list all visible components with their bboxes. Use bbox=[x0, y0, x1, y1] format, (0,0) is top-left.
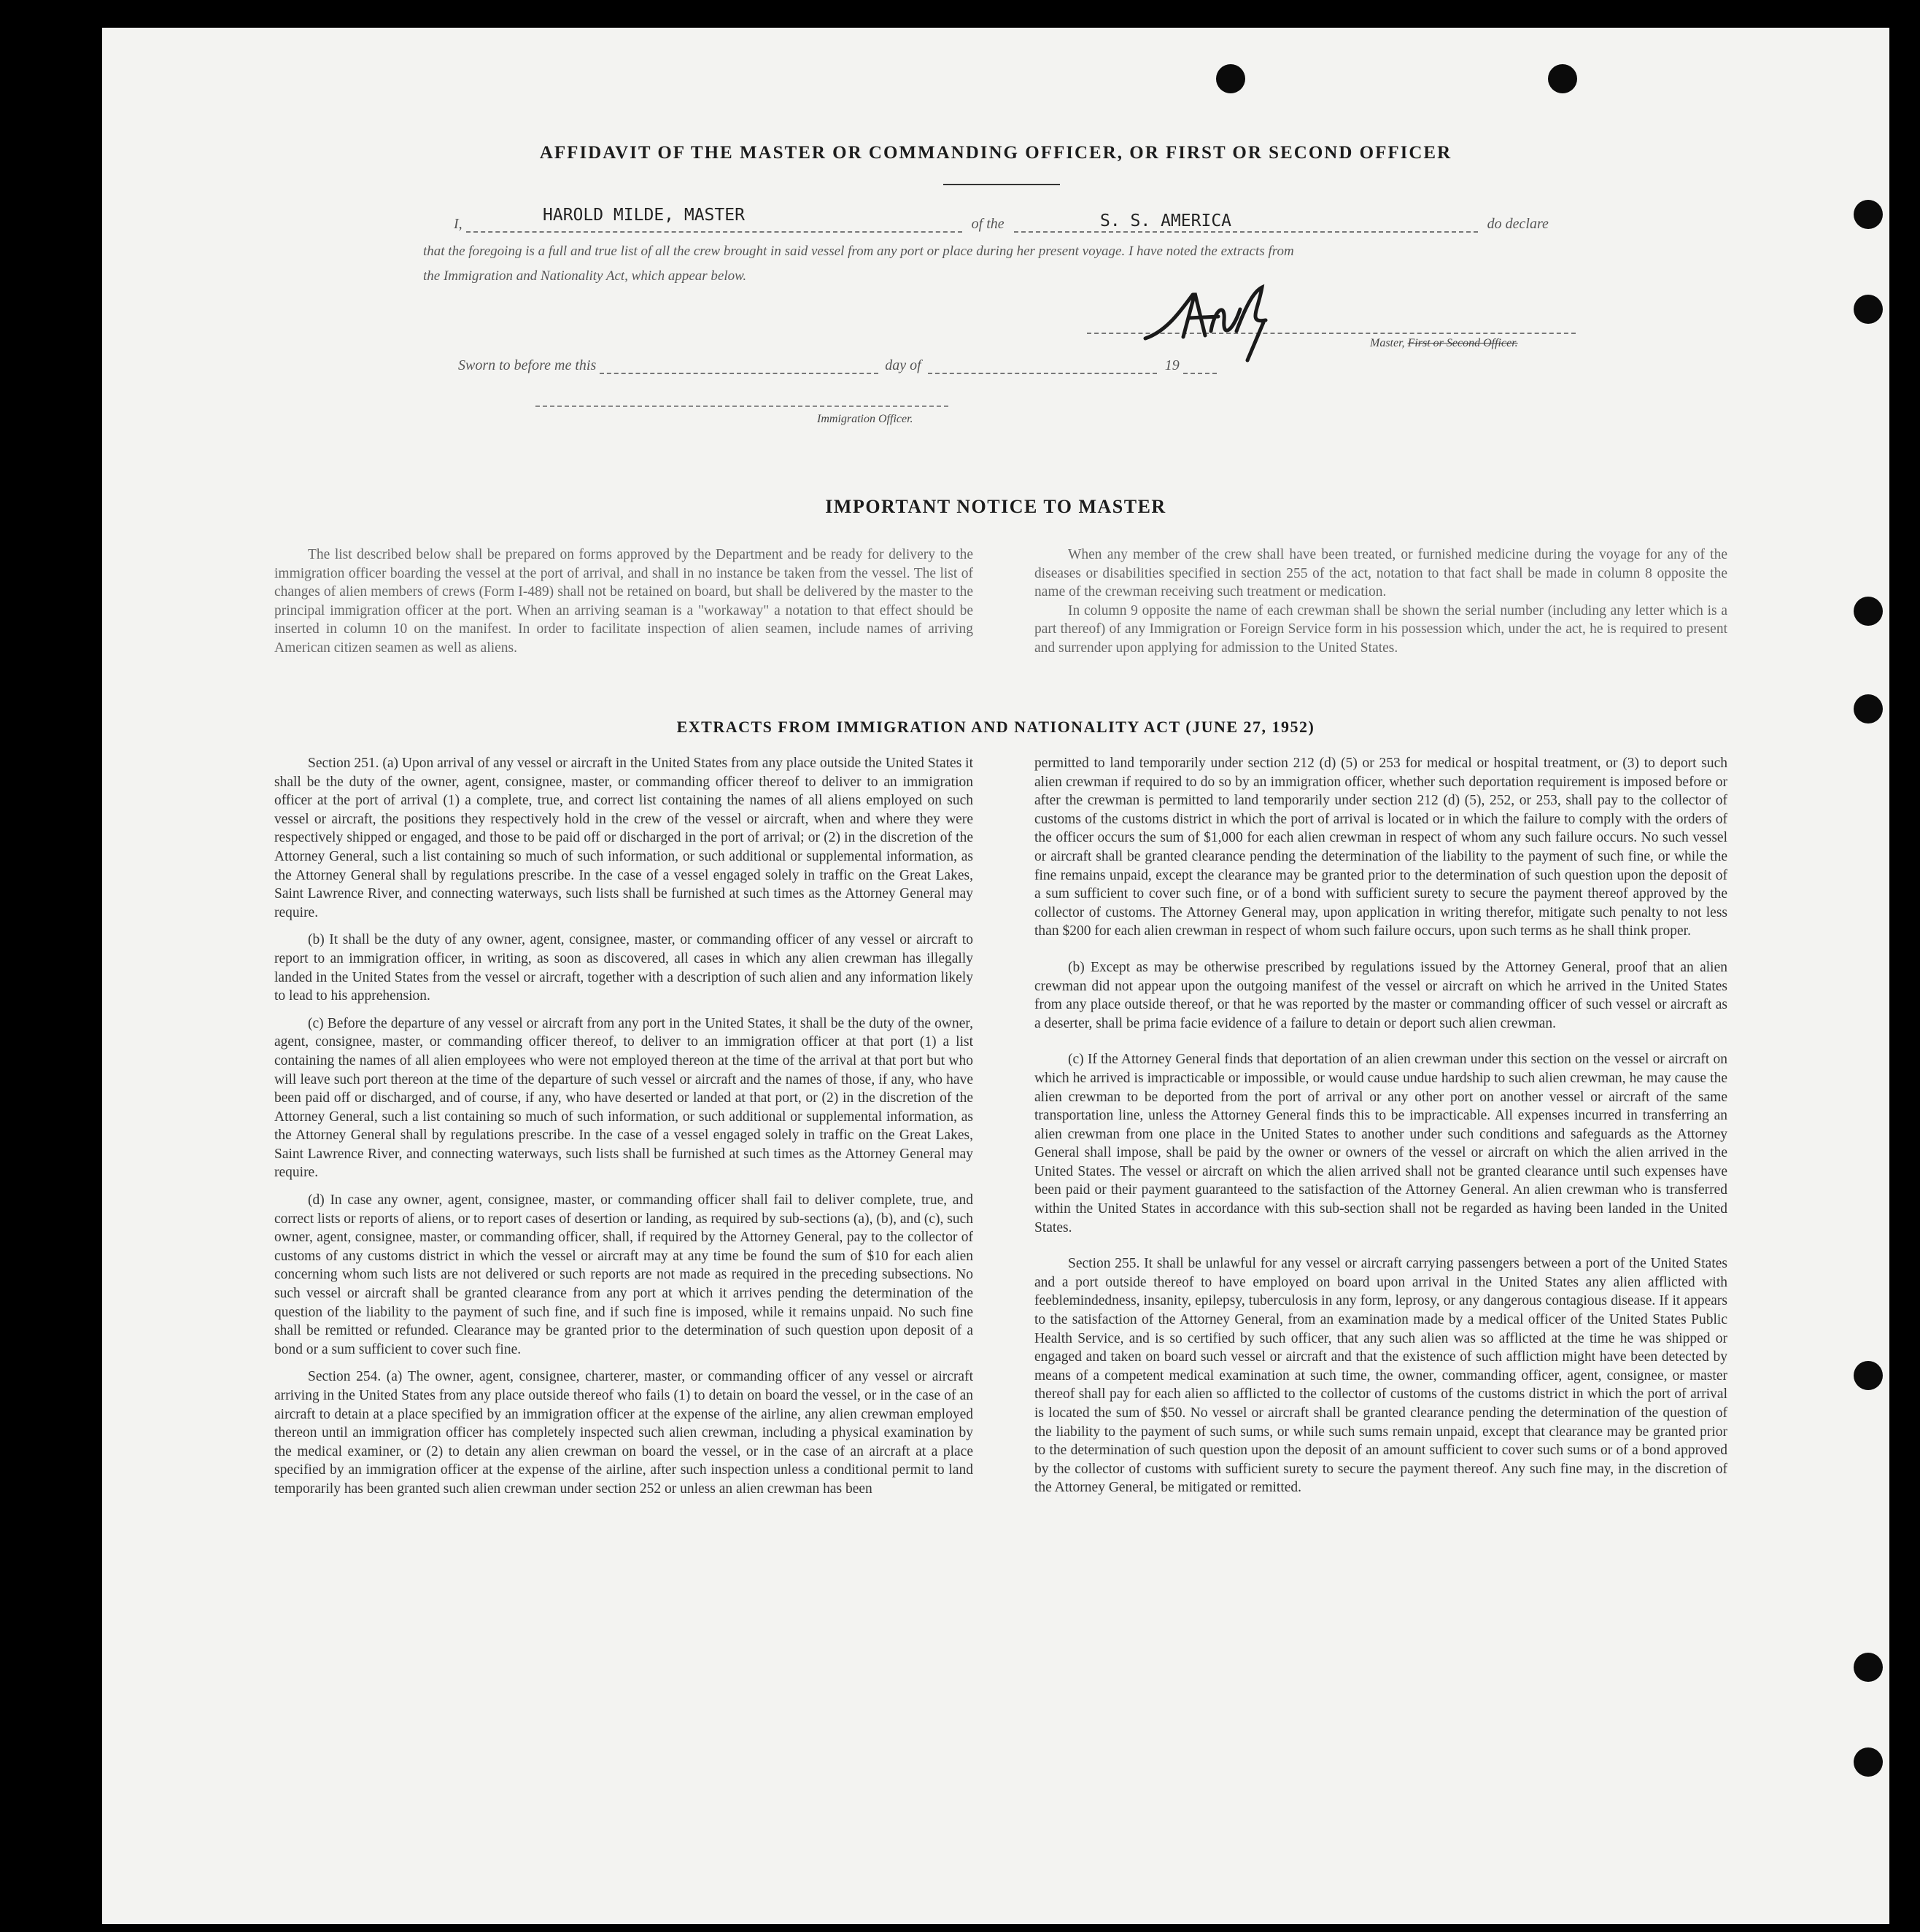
sworn-day-blank bbox=[600, 373, 878, 374]
immigration-officer-rule bbox=[535, 406, 948, 407]
i-label: I, bbox=[454, 216, 462, 232]
notice-left-text: The list described below shall be prepared on forms approved by the Department and be ready for delivery to the immigration officer boarding the vessel at the port of arrival, and shall in no instance be taken from the vessel. The list of changes of alien members of crews (Form I-489) shall not be retained on board, but shall be delivered by the master to the principal immigration officer at the port. When an arriving seaman is a "workaway" a notation to that effect should be inserted in column 10 on the manifest. In order to facilitate inspection of alien seamen, include names of arriving American citizen seamen as well as aliens. bbox=[274, 547, 973, 656]
section-254-a: Section 254. (a) The owner, agent, consignee, charterer, master, or commanding officer of any vessel or aircraft arriving in the United States from any place outside thereof who fails (1) to detain on board the vessel, or in the case of an aircraft to detain at a place specified by an immigration officer at the expense of the airline, any alien crewman employed thereon until an immigration officer has completely inspected such alien crewman, including a physical examination by the medical examiner, or (2) to detain any alien crewman on board the vessel, or in the case of an aircraft at a place specified by an immigration officer at the expense of the airline, after such inspection unless a conditional permit to land temporarily has been granted such alien crewman under section 252 or unless an alien crewman has been bbox=[274, 1369, 973, 1497]
name-blank bbox=[466, 231, 962, 233]
vessel-name: S. S. AMERICA bbox=[1100, 212, 1232, 230]
section-254-b: (b) Except as may be otherwise prescribed by regulations issued by the Attorney General, proof that an alien crewman did not appear upon the outgoing manifest of the vessel or aircraft on which he arrived in the United States from any place outside thereof, or that he was reported by the master or commanding officer of such vessel or aircraft as a deserter, shall be prima facie evidence of a failure to detain or deport such alien crewman. bbox=[1034, 959, 1727, 1031]
section-251-b: (b) It shall be the duty of any owner, agent, consignee, master, or commanding officer of any vessel or aircraft to report to an immigration officer, in writing, as soon as discovered, all cases in which any alien crewman has illegally landed in the United States from the vessel or aircraft, together with a description of such alien and any information likely to lead to his apprehension. bbox=[274, 932, 973, 1004]
struck-officer-caption: First or Second Officer. bbox=[1407, 337, 1518, 349]
extracts-left-column bbox=[274, 754, 973, 1508]
punch-hole bbox=[1854, 1653, 1883, 1682]
of-the-label: of the bbox=[971, 216, 1004, 232]
punch-hole bbox=[1854, 1361, 1883, 1390]
punch-hole bbox=[1216, 64, 1245, 93]
vessel-blank bbox=[1014, 231, 1478, 233]
signature-caption bbox=[1370, 337, 1518, 350]
statement-line-1: that the foregoing is a full and true list of all the crew brought in said vessel from any port or place during her present voyage. I have noted the extracts from bbox=[423, 244, 1294, 259]
master-signature bbox=[1138, 280, 1291, 368]
punch-hole bbox=[1854, 200, 1883, 229]
do-declare-label: do declare bbox=[1487, 216, 1549, 232]
sworn-line bbox=[458, 357, 1217, 374]
punch-hole bbox=[1854, 295, 1883, 324]
extracts-right-column bbox=[1034, 754, 1727, 1506]
day-of-label: day of bbox=[885, 357, 921, 373]
punch-hole bbox=[1854, 1747, 1883, 1777]
year-label: 19 bbox=[1164, 357, 1180, 373]
sworn-month-blank bbox=[928, 373, 1157, 374]
document-page bbox=[102, 28, 1889, 1924]
punch-hole bbox=[1548, 64, 1577, 93]
section-255: Section 255. It shall be unlawful for any vessel or aircraft carrying passengers between a port of the United States and a port outside thereof to have employed on board upon arrival in the United States any alien afflicted with feeblemindedness, insanity, epilepsy, tuberculosis in any form, leprosy, or any dangerous contagious disease. If it appears to the satisfaction of the Attorney General, from an examination made by a medical officer of the United States Public Health Service, and is so certified by such officer, that any such alien was so afflicted at the time he was shipped or engaged and taken on board such vessel or aircraft and that the existence of such affliction might have been detected by means of a competent medical examination at such time, the owner, commanding officer, agent, consignee, or master thereof shall pay for each alien so afflicted to the collector of customs of the customs district in which the port of arrival is located the sum of $50. No vessel or aircraft shall be granted clearance pending the determination of the question of the liability to the payment of such sums, or while such sums remain unpaid, except that clearance may be granted prior to the determination of such question upon the deposit of an amount sufficient to cover such sums or of a bond approved by the collector of customs with sufficient surety to secure the payment thereof. Any such fine may, in the discretion of the Attorney General, be mitigated or remitted. bbox=[1034, 1256, 1727, 1496]
notice-right-text-2: In column 9 opposite the name of each crewman shall be shown the serial number (including any letter which is a part thereof) of any Immigration or Foreign Service form in his possession which, under the act, he is required to present and surrender upon applying for admission to the United States. bbox=[1034, 602, 1727, 656]
notice-right-column bbox=[1034, 546, 1727, 667]
statement-line-2: the Immigration and Nationality Act, which appear below. bbox=[423, 268, 747, 284]
section-251-a: Section 251. (a) Upon arrival of any vessel or aircraft in the United States from any place outside the United States it shall be the duty of the owner, agent, consignee, master, or commanding officer thereof to deliver to an immigration officer at the port of arrival (1) a complete, true, and correct list containing the names of all aliens employed on such vessel or aircraft, the positions they respectively hold in the crew of the vessel or aircraft, when and where they were respectively shipped or engaged, and those to be paid off or discharged in the port of arrival; or (2) in the discretion of the Attorney General, such a list containing so much of such information, or such additional or supplemental information, as the Attorney General shall by regulations prescribe. In the case of a vessel engaged solely in traffic on the Great Lakes, Saint Lawrence River, and connecting waterways, such lists shall be furnished at such times as the Attorney General may require. bbox=[274, 756, 973, 920]
sworn-label: Sworn to before me this bbox=[458, 357, 597, 373]
section-251-c: (c) Before the departure of any vessel or aircraft from any port in the United States, it shall be the duty of the owner, agent, consignee, master, or commanding officer thereof, to deliver to an immigration officer at that port (1) a list containing the names of all alien employees who were not employed thereon at the time of the arrival at that port but who will leave such port thereon at the time of the departure of such vessel or aircraft and the names of those, if any, who have been paid off or discharged, and of course, if any, who have deserted or landed at that port, or (2) in the discretion of the Attorney General, such a list containing so much of such information, or such additional or supplemental information, as the Attorney General shall by regulations prescribe. In the case of a vessel engaged solely in traffic on the Great Lakes, Saint Lawrence River, and connecting waterways, such lists shall be furnished at such times as the Attorney General may require. bbox=[274, 1015, 973, 1181]
affidavit-title: AFFIDAVIT OF THE MASTER OR COMMANDING OFFICER, OR FIRST OR SECOND OFFICER bbox=[539, 143, 1452, 163]
extracts-title: EXTRACTS FROM IMMIGRATION AND NATIONALITY ACT (JUNE 27, 1952) bbox=[676, 718, 1315, 736]
immigration-officer-caption: Immigration Officer. bbox=[817, 413, 913, 425]
section-254-c: (c) If the Attorney General finds that deportation of an alien crewman under this section on the vessel or aircraft on which he arrived is impracticable or impossible, or would cause undue hardship to such alien crewman, he may cause the alien crewman to be deported from the port of arrival or any other port on another vessel or aircraft of the same transportation line, unless the Attorney General finds this to be impracticable. All expenses incurred in transferring an alien crewman from one place in the United States to another under such conditions and safeguards as the Attorney General shall impose, shall be paid by the owner or owners of the vessel or aircraft on which the alien arrived in the United States. The vessel or aircraft on which the alien arrived shall not be granted clearance until such expenses have been paid or their payment guaranteed to the satisfaction of the Attorney General. An alien crewman who is transferred within the United States in accordance with this sub-section shall not be regarded as having been landed in the United States. bbox=[1034, 1052, 1727, 1235]
declarant-name: HAROLD MILDE, MASTER bbox=[543, 206, 745, 225]
master-caption: Master, bbox=[1370, 337, 1405, 349]
notice-right-text-1: When any member of the crew shall have been treated, or furnished medicine during the voyage for any of the diseases or disabilities specified in section 255 of the act, notation to that fact shall be made in column 8 opposite the name of the crewman receiving such treatment or medication. bbox=[1034, 547, 1727, 600]
section-254-a-continued: permitted to land temporarily under section 212 (d) (5) or 253 for medical or hospital treatment, or (3) to deport such alien crewman if required to do so by an immigration officer, whether such deportation requirement is imposed before or after the crewman is permitted to land temporarily under section 212 (d) (5), 252, or 253, shall pay to the collector of customs of the customs district in which the port of arrival is located or in which the failure to comply with the orders of the officer occurs the sum of $1,000 for each alien crewman in respect of whom any such failure occurs. No such vessel or aircraft shall be granted clearance pending the determination of the liability to the payment of such fine, or while the fine remains unpaid, except the clearance may be granted prior to the determination of such question upon the deposit of a sum sufficient to cover such fine, or of a bond with sufficient surety to secure the payment thereof approved by the collector of customs. The Attorney General may, upon application in writing therefor, mitigate such penalty to not less than $200 for each alien crewman in respect of whom such failure occurs, upon such terms as he shall think proper. bbox=[1034, 756, 1727, 939]
notice-left-paragraph bbox=[274, 546, 973, 667]
section-251-d: (d) In case any owner, agent, consignee, master, or commanding officer shall fail to deliver complete, true, and correct lists or reports of aliens, or to report cases of desertion or landing, as required by sub-sections (a), (b), and (c), such owner, agent, consignee, master, or commanding officer, shall, if required by the Attorney General, pay to the collector of customs of any customs district in which the vessel or aircraft may at any time be found the sum of $10 for each alien concerning whom such lists are not delivered or such reports are not made as required in the preceding subsections. No such vessel or aircraft shall be granted clearance from any port at which it arrives pending the determination of the question of the liability to the payment of such fine, and if such fine is imposed, while it remains unpaid. No such fine shall be remitted or refunded. Clearance may be granted prior to the determination of such question upon deposit of a bond or a sum sufficient to cover such fine. bbox=[274, 1192, 973, 1357]
punch-hole bbox=[1854, 597, 1883, 626]
notice-title: IMPORTANT NOTICE TO MASTER bbox=[825, 496, 1166, 517]
title-divider bbox=[943, 184, 1060, 185]
year-blank bbox=[1183, 373, 1217, 374]
